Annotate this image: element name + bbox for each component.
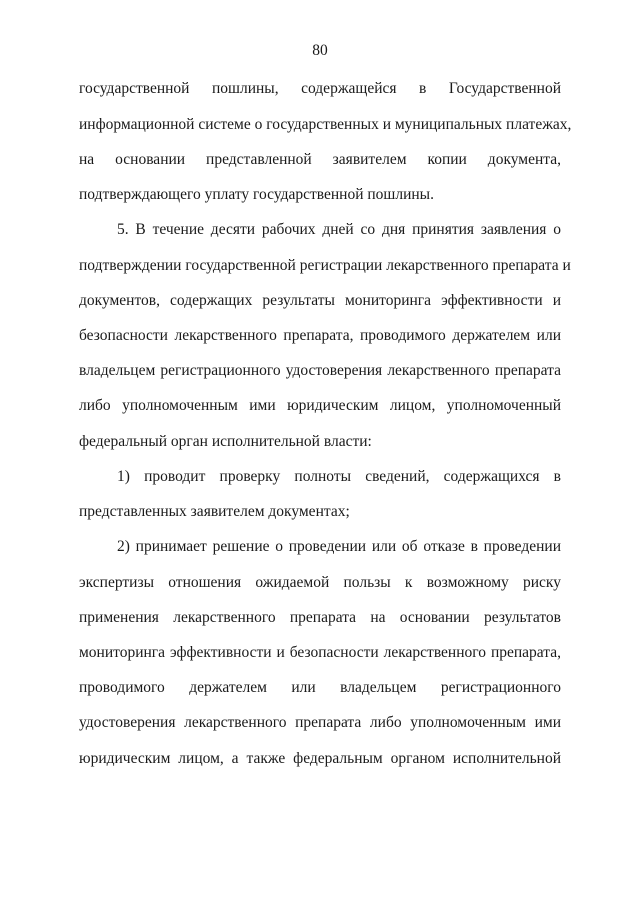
text-line: федеральный орган исполнительной власти: bbox=[79, 433, 372, 450]
list-item-1-line: 1) проводит проверку полноты сведений, содержащихся в bbox=[117, 468, 561, 485]
text-line: юридическим лицом, а также федеральным органом исполнительной bbox=[79, 750, 561, 767]
list-item-2-line: 2) принимает решение о проведении или об отказе в проведении bbox=[117, 538, 561, 555]
text-line: либо уполномоченным ими юридическим лицом, уполномоченный bbox=[79, 397, 561, 414]
text-line: информационной системе о государственных и муниципальных платежах, bbox=[79, 116, 572, 133]
text-line: применения лекарственного препарата на основании результатов bbox=[79, 609, 561, 626]
text-line: мониторинга эффективности и безопасности лекарственного препарата, bbox=[79, 644, 561, 661]
text-line: удостоверения лекарственного препарата либо уполномоченным ими bbox=[79, 714, 561, 731]
text-line: проводимого держателем или владельцем регистрационного bbox=[79, 679, 561, 696]
text-line: безопасности лекарственного препарата, проводимого держателем или bbox=[79, 327, 561, 344]
text-line: документов, содержащих результаты мониторинга эффективности и bbox=[79, 292, 561, 309]
paragraph-5-line: 5. В течение десяти рабочих дней со дня принятия заявления о bbox=[117, 221, 561, 238]
text-line: владельцем регистрационного удостоверения лекарственного препарата bbox=[79, 362, 561, 379]
text-line: государственной пошлины, содержащейся в Государственной bbox=[79, 80, 561, 97]
text-line: представленных заявителем документах; bbox=[79, 503, 350, 520]
page-number: 80 bbox=[312, 42, 328, 59]
text-line: подтверждающего уплату государственной пошлины. bbox=[79, 186, 434, 203]
text-line: экспертизы отношения ожидаемой пользы к возможному риску bbox=[79, 574, 561, 591]
text-line: подтверждении государственной регистрации лекарственного препарата и bbox=[79, 257, 571, 274]
text-line: на основании представленной заявителем копии документа, bbox=[79, 151, 561, 168]
